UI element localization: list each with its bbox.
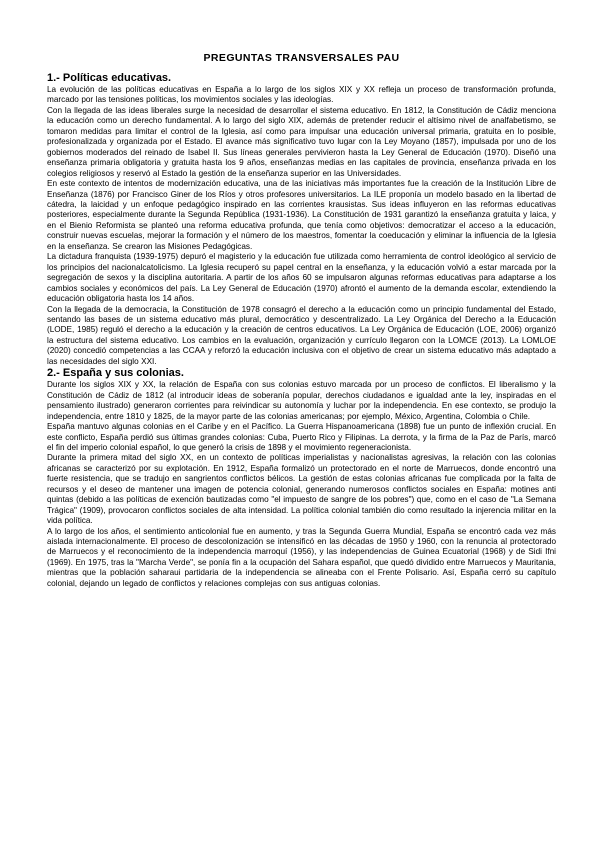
section-espana-colonias bbox=[47, 367, 556, 589]
section-politicas-educativas bbox=[47, 72, 556, 367]
paragraph: Durante la primera mitad del siglo XX, en un contexto de políticas imperialistas y nacionalistas agresivas, la relación con las colonias africanas se caracterizó por su explotación. En 1912, España formalizó un protectorado en el norte de Marruecos, donde encontró una fuerte resistencia, que se tradujo en sangrientos conflictos bélicos. La gestión de estas colonias africanas fue complicada por la falta de recursos y el deseo de mantener una imagen de potencia colonial, generando numerosos conflictos sociales en España: motines anti quintas (debido a las políticas de exención bautizadas como "el impuesto de sangre de los pobres") que, como en el caso de "La Semana Trágica" (1909), provocaron conflictos sociales de alta intensidad. La política colonial también dio como resultado la injerencia militar en la vida política. bbox=[47, 453, 556, 526]
section-heading: 1.- Políticas educativas. bbox=[47, 72, 172, 84]
paragraph: La evolución de las políticas educativas en España a lo largo de los siglos XIX y XX refleja un proceso de transformación profunda, marcado por las tensiones políticas, los movimientos sociales y las ideologías. bbox=[47, 85, 556, 105]
paragraph: Con la llegada de las ideas liberales surge la necesidad de desarrollar el sistema educativo. En 1812, la Constitución de Cádiz menciona la educación como un derecho fundamental. A lo largo del siglo XIX, además de pretender reducir el altísimo nivel de analfabetismo, se tomaron medidas para limitar el control de la Iglesia, así como para impulsar una educación universal primaria, gratuita en lo posible, profesionalizada y organizada por el Estado. El avance más significativo tuvo lugar con la Ley Moyano (1857), impulsada por uno de los gobiernos moderados del reinado de Isabel II. Sus líneas generales pervivieron hasta la Ley General de Educación (1970). Diseñó una enseñanza primaria obligatoria y gratuita hasta los 9 años, enseñanzas medias en las capitales de provincia, enseñanza privada en los colegios religiosos y reservó al Estado la gestión de la enseñanza superior en las Universidades. bbox=[47, 105, 556, 178]
paragraph: A lo largo de los años, el sentimiento anticolonial fue en aumento, y tras la Segunda Guerra Mundial, España se encontró cada vez más aislada internacionalmente. El proceso de descolonización se intensificó en las décadas de 1950 y 1960, con la renuncia al protectorado de Marruecos y el reconocimiento de la independencia marroquí (1956), y las independencias de Guinea Ecuatorial (1968) y de Sidi Ifni (1969). En 1975, tras la "Marcha Verde", se ponía fin a la ocupación del Sahara español, que quedó dividido entre Marruecos y Mauritania, mientras que la población saharaui partidaria de la independencia se alineaba con el Frente Polisario. Así, España cerró su capítulo colonial, dejando un legado de conflictos y relaciones complejas con sus antiguas colonias. bbox=[47, 526, 556, 588]
paragraph: Con la llegada de la democracia, la Constitución de 1978 consagró el derecho a la educación como un principio fundamental del Estado, sentando las bases de un sistema educativo más plural, democrático y descentralizado. La Ley Orgánica del Derecho a la Educación (LODE, 1985) reguló el derecho a la educación y la creación de centros educativos. La Ley Orgánica de Educación (LOE, 2006) organizó la estructura del sistema educativo. Los cambios en la evaluación, organización y currículo llegaron con la LOMCE (2013). La LOMLOE (2020) concedió competencias a las CCAA y reforzó la educación inclusiva con el objetivo de crear un sistema educativo más adaptado a las necesidades del siglo XXI. bbox=[47, 304, 556, 366]
paragraph: En este contexto de intentos de modernización educativa, una de las iniciativas más importantes fue la creación de la Institución Libre de Enseñanza (1876) por Francisco Giner de los Ríos y otros profesores universitarios. La ILE proponía un modelo basado en la libertad de cátedra, la laicidad y un enfoque pedagógico inspirado en las corrientes krausistas. Sus ideas influyeron en las reformas educativas posteriores, especialmente durante la Segunda República (1931-1936). La Constitución de 1931 garantizó la enseñanza gratuita y laica, y en el Bienio Reformista se planteó una reforma educativa profunda, que tenía como objetivos: democratizar el acceso a la educación, construir nuevas escuelas, mejorar la formación y el número de los maestros, fomentar la coeducación y eliminar la influencia de la Iglesia en la enseñanza. Se crearon las Misiones Pedagógicas. bbox=[47, 179, 556, 251]
section-heading: 2.- España y sus colonias. bbox=[47, 367, 184, 380]
paragraph: La dictadura franquista (1939-1975) depuró el magisterio y la educación fue utilizada como herramienta de control ideológico al servicio de los principios del nacionalcatolicismo. La Iglesia recuperó su papel central en la enseñanza, y la educación volvió a estar marcada por la segregación de sexos y la disciplina autoritaria. A partir de los años 60 se impulsaron algunas reformas educativas para adaptarse a los cambios sociales y económicos del país. La Ley General de Educación (1970) afrontó el aumento de la demanda escolar, extendiendo la educación obligatoria hasta los 14 años. bbox=[47, 252, 556, 304]
document-title: PREGUNTAS TRANSVERSALES PAU bbox=[203, 52, 400, 64]
paragraph: España mantuvo algunas colonias en el Caribe y en el Pacífico. La Guerra Hispanoamericana (1898) fue un punto de inflexión crucial. En este conflicto, España perdió sus últimas grandes colonias: Cuba, Puerto Rico y Filipinas. La derrota, y la firma de la Paz de París, marcó el fin del imperio colonial español, lo que generó la crisis de 1898 y el movimiento regeneracionista. bbox=[47, 422, 556, 452]
paragraph: Durante los siglos XIX y XX, la relación de España con sus colonias estuvo marcada por un proceso de conflictos. El liberalismo y la Constitución de Cádiz de 1812 (al introducir ideas de soberanía popular, derechos ciudadanos e igualdad ante la ley, inspiradas en el pensamiento ilustrado) generaron corrientes para reivindicar su autonomía y luchar por la independencia. En ese contexto, se produjo la independencia, entre 1810 y 1825, de la mayor parte de las colonias americanas; por ejemplo, México, Argentina, Colombia o Chile. bbox=[47, 380, 556, 421]
